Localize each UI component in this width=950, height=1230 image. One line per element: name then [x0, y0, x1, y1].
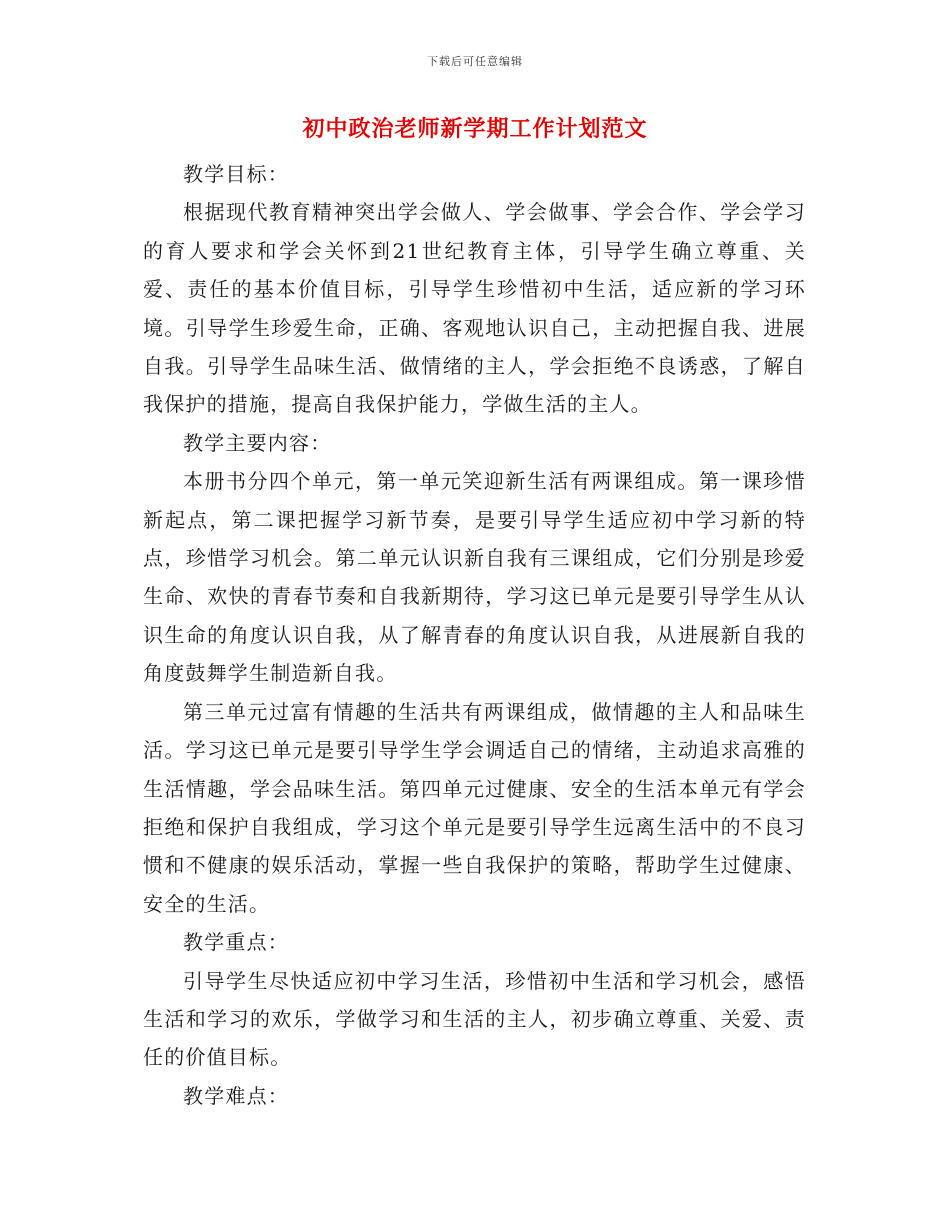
paragraph-key-points: 引导学生尽快适应初中学习生活，珍惜初中生活和学习机会，感悟生活和学习的欢乐，学做学习和生活的主人，初步确立尊重、关爱、责任的价值目标。	[143, 968, 806, 1070]
paragraph-objectives: 根据现代教育精神突出学会做人、学会做事、学会合作、学会学习的育人要求和学会关怀到21世纪教育主体，引导学生确立尊重、关爱、责任的基本价值目标，引导学生珍惜初中生活，适应新的学习环境。引导学生珍爱生命，正确、客观地认识自己，主动把握自我、进展自我。引导学生品味生活、做情绪的主人，学会拒绝不良诱惑，了解自我保护的措施，提高自我保护能力，学做生活的主人。	[143, 200, 806, 417]
section-heading-objectives: 教学目标：	[183, 162, 289, 186]
section-heading-difficulties: 教学难点：	[183, 1083, 289, 1108]
header-note: 下载后可任意编辑	[427, 55, 523, 68]
document-title: 初中政治老师新学期工作计划范文	[302, 116, 648, 142]
paragraph-content-units-3-4: 第三单元过富有情趣的生活共有两课组成，做情趣的主人和品味生活。学习这已单元是要引导学生学会调适自己的情绪，主动追求高雅的生活情趣，学会品味生活。第四单元过健康、安全的生活本单元有学会拒绝和保护自我组成，学习这个单元是要引导学生远离生活中的不良习惯和不健康的娱乐活动，掌握一些自我保护的策略，帮助学生过健康、安全的生活。	[143, 699, 806, 916]
section-heading-content: 教学主要内容：	[183, 430, 332, 455]
paragraph-content-units-1-2: 本册书分四个单元，第一单元笑迎新生活有两课组成。第一课珍惜新起点，第二课把握学习新节奏，是要引导学生适应初中学习新的特点，珍惜学习机会。第二单元认识新自我有三课组成，它们分别是珍爱生命、欢快的青春节奏和自我新期待，学习这已单元是要引导学生从认识生命的角度认识自我，从了解青春的角度认识自我，从进展新自我的角度鼓舞学生制造新自我。	[143, 469, 806, 686]
section-heading-key-points: 教学重点：	[183, 930, 289, 955]
document-body	[143, 155, 806, 1115]
